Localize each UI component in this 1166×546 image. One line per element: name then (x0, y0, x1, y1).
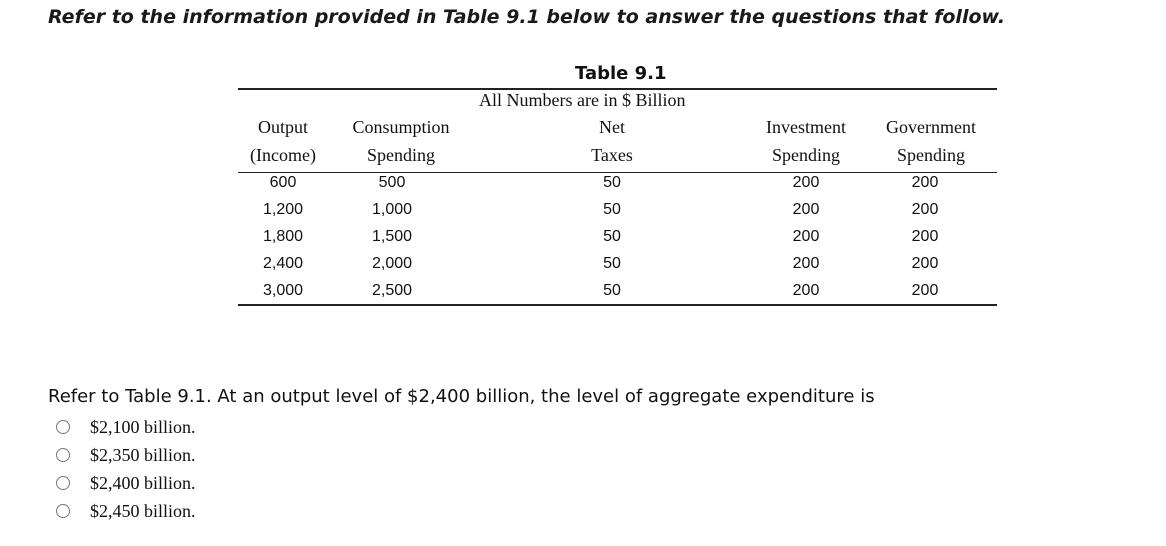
table-cell: 2,500 (371, 282, 413, 299)
table-cell: 500 (378, 174, 406, 191)
header-output-sub: (Income) (250, 145, 316, 165)
table-cell: 600 (269, 174, 297, 191)
header-investment-sub: Spending (771, 145, 841, 165)
radio-button[interactable] (56, 420, 70, 434)
table-cell: 200 (792, 255, 820, 272)
table-cell: 1,000 (371, 201, 413, 218)
header-consumption: Consumption (352, 117, 450, 137)
header-consumption-sub: Spending (366, 145, 436, 165)
header-net-taxes-sub: Taxes (591, 145, 633, 165)
answer-option-3[interactable] (56, 471, 196, 495)
table-cell: 1,500 (371, 228, 413, 245)
answer-option-2[interactable] (56, 443, 196, 467)
table-cell: 1,200 (262, 201, 304, 218)
table-cell: 200 (792, 282, 820, 299)
table-cell: 50 (603, 228, 621, 245)
answer-option-1[interactable] (56, 415, 196, 439)
table-title: Table 9.1 (575, 63, 667, 84)
table-cell: 200 (911, 201, 939, 218)
radio-button[interactable] (56, 504, 70, 518)
instructions-text: Refer to the information provided in Table 9.1 below to answer the questions that follow. (48, 6, 1006, 28)
table-cell: 200 (911, 255, 939, 272)
table-cell: 2,000 (371, 255, 413, 272)
table-cell: 50 (603, 174, 621, 191)
header-output: Output (257, 117, 309, 137)
table-cell: 50 (603, 201, 621, 218)
header-investment: Investment (766, 117, 846, 137)
radio-button[interactable] (56, 448, 70, 462)
table-bottom-rule (238, 304, 997, 306)
table-cell: 2,400 (262, 255, 304, 272)
answer-option-label: $2,400 billion. (90, 472, 196, 493)
answer-option-4[interactable] (56, 499, 196, 523)
header-government: Government (886, 117, 976, 137)
header-government-sub: Spending (896, 145, 966, 165)
table-cell: 200 (911, 282, 939, 299)
radio-button[interactable] (56, 476, 70, 490)
table-cell: 3,000 (262, 282, 304, 299)
answer-option-label: $2,450 billion. (90, 500, 196, 521)
table-header-rule (238, 172, 997, 173)
table-cell: 200 (792, 201, 820, 218)
table-cell: 200 (911, 174, 939, 191)
table-cell: 200 (792, 174, 820, 191)
table-cell: 200 (911, 228, 939, 245)
table-cell: 1,800 (262, 228, 304, 245)
answer-option-label: $2,100 billion. (90, 416, 196, 437)
table-cell: 200 (792, 228, 820, 245)
header-net-taxes: Net (599, 117, 625, 137)
table-cell: 50 (603, 255, 621, 272)
answer-option-label: $2,350 billion. (90, 444, 196, 465)
question-text: Refer to Table 9.1. At an output level of $2,400 billion, the level of aggregate expenditure is (48, 386, 875, 407)
table-cell: 50 (603, 282, 621, 299)
table-subtitle: All Numbers are in $ Billion (479, 90, 686, 110)
